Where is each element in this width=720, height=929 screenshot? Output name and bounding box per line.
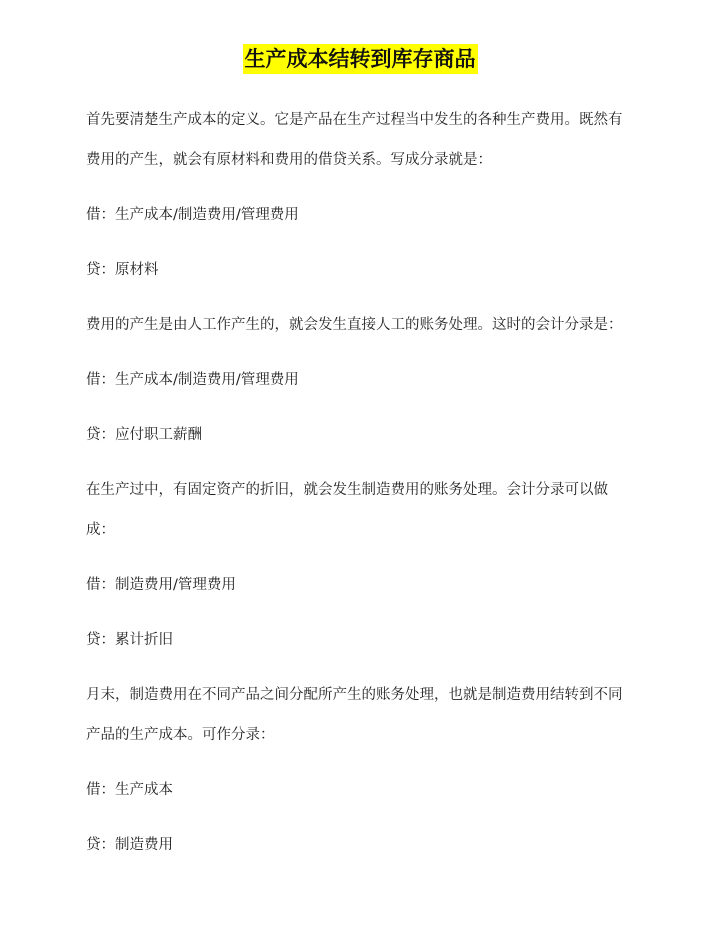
title-container xyxy=(0,44,720,74)
entry-credit-3: 贷：累计折旧 xyxy=(86,632,173,648)
entry-debit-1: 借：生产成本/制造费用/管理费用 xyxy=(86,207,299,223)
document-body xyxy=(86,100,631,880)
entry-credit-1: 贷：原材料 xyxy=(86,262,159,278)
entry-credit-4: 贷：制造费用 xyxy=(86,837,173,853)
entry-debit-4: 借：生产成本 xyxy=(86,782,173,798)
paragraph-month-end: 月末，制造费用在不同产品之间分配所产生的账务处理，也就是制造费用结转到不同产品的生产成本。可作分录： xyxy=(86,687,623,743)
paragraph-labor: 费用的产生是由人工作产生的，就会发生直接人工的账务处理。这时的会计分录是： xyxy=(86,317,623,333)
document-title: 生产成本结转到库存商品 xyxy=(243,44,478,74)
entry-credit-2: 贷：应付职工薪酬 xyxy=(86,427,202,443)
paragraph-depreciation: 在生产过中，有固定资产的折旧，就会发生制造费用的账务处理。会计分录可以做成： xyxy=(86,482,608,538)
paragraph-definition: 首先要清楚生产成本的定义。它是产品在生产过程当中发生的各种生产费用。既然有费用的产生，就会有原材料和费用的借贷关系。写成分录就是： xyxy=(86,112,623,168)
entry-debit-3: 借：制造费用/管理费用 xyxy=(86,577,236,593)
entry-debit-2: 借：生产成本/制造费用/管理费用 xyxy=(86,372,299,388)
